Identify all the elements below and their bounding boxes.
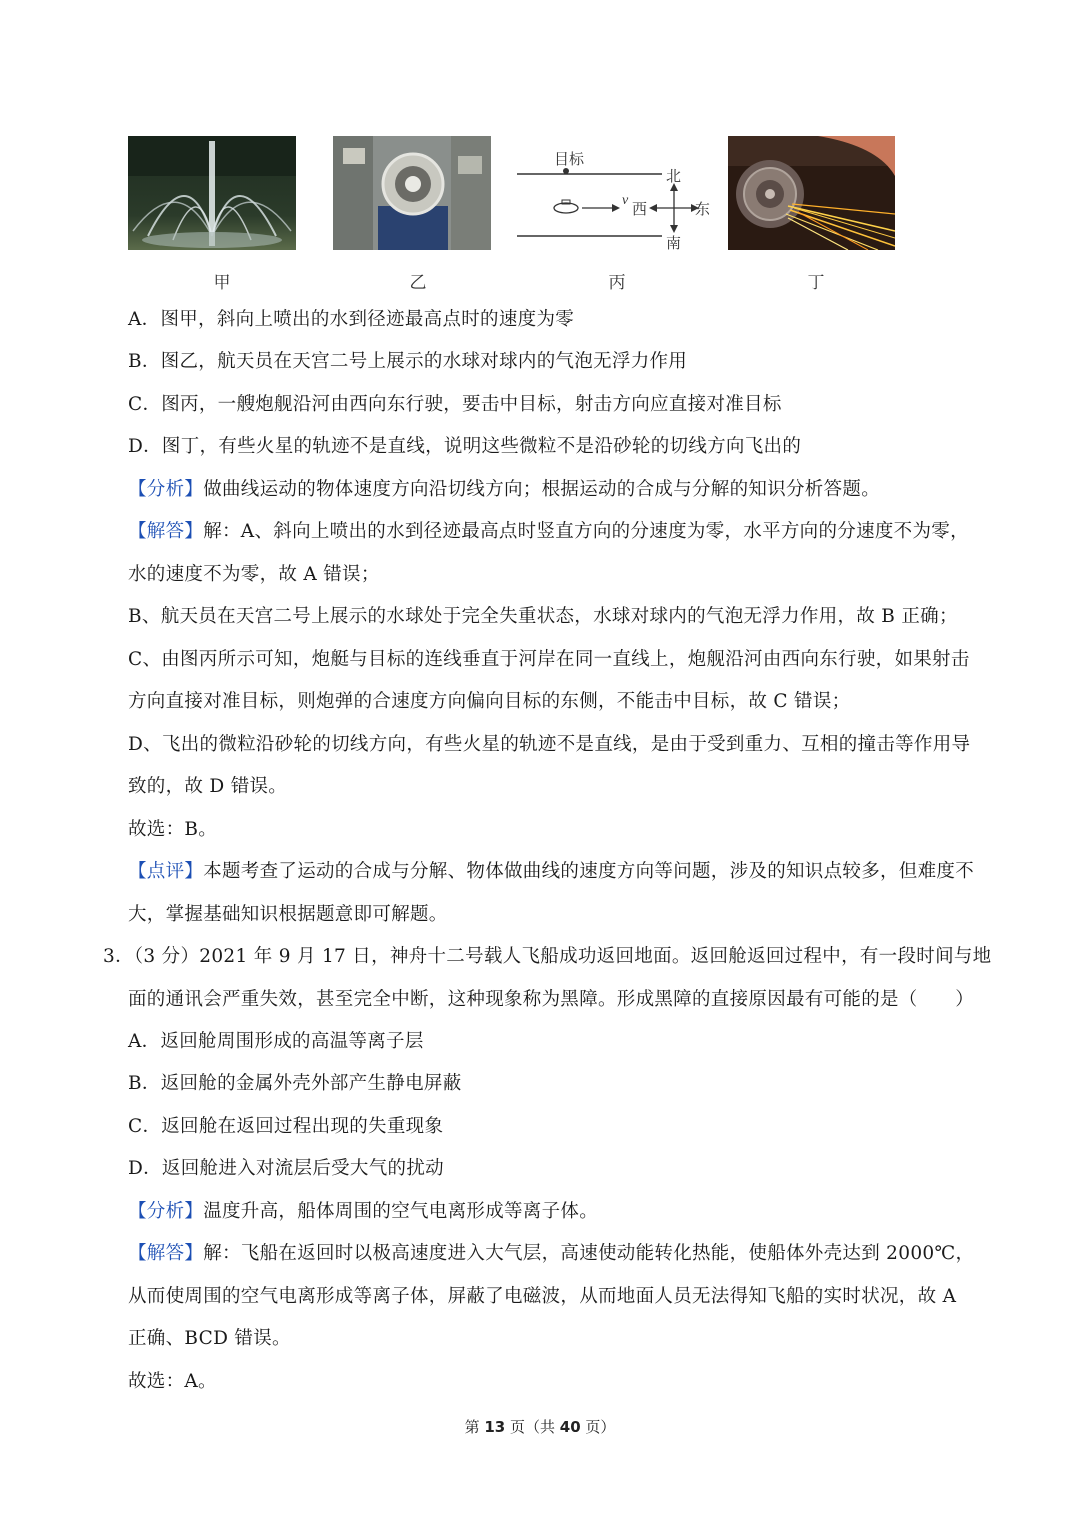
- q2-option-a: A．图甲，斜向上喷出的水到径迹最高点时的速度为零: [128, 309, 575, 330]
- footer-mid: 页（共: [505, 1418, 560, 1436]
- diagram-target-label: 目标: [554, 152, 585, 168]
- q2-comment-line-1: [128, 858, 974, 886]
- q2-answer-line-3: B、航天员在天宫二号上展示的水球处于完全失重状态，水球对球内的气泡无浮力作用，故 B 正确；: [128, 606, 958, 627]
- q3-answer-text-1: 解：飞船在返回时以极高速度进入大气层，高速使动能转化热能，使船体外壳达到 2000℃，: [203, 1243, 975, 1264]
- diagram-south-label: 南: [666, 236, 682, 250]
- q2-analysis: [128, 476, 880, 504]
- q3-stem-line-1: 3．（3 分）2021 年 9 月 17 日，神舟十二号载人飞船成功返回地面。返回舱返回过程中，有一段时间与地: [103, 946, 992, 967]
- fountain-image: [128, 136, 296, 250]
- q3-answer-line-1: [128, 1240, 974, 1268]
- q2-answer-text-1: 解：A、斜向上喷出的水到径迹最高点时竖直方向的分速度为零，水平方向的分速度不为零，: [203, 521, 969, 542]
- q2-option-c: C．图丙，一艘炮舰沿河由西向东行驶，要击中目标，射击方向应直接对准目标: [128, 394, 782, 415]
- q2-comment-tag: 【点评】: [128, 861, 204, 882]
- q2-answer-line-1: [128, 518, 969, 546]
- q2-answer-line-2: 水的速度不为零，故 A 错误；: [128, 564, 380, 585]
- astronaut-image: [333, 136, 491, 250]
- q3-answer-tag: 【解答】: [128, 1243, 204, 1264]
- q2-answer-line-6: D、飞出的微粒沿砂轮的切线方向，有些火星的轨迹不是直线，是由于受到重力、互相的撞击等作用导: [128, 734, 971, 755]
- q3-stem-line-2: 面的通讯会严重失效，甚至完全中断，这种现象称为黑障。形成黑障的直接原因最有可能的是（ ）: [128, 989, 975, 1010]
- q3-option-b: B．返回舱的金属外壳外部产生静电屏蔽: [128, 1073, 462, 1094]
- diagram-north-label: 北: [666, 169, 682, 185]
- diagram-velocity-label: v: [622, 193, 629, 208]
- q2-answer-line-4: C、由图丙所示可知，炮艇与目标的连线垂直于河岸在同一直线上，炮舰沿河由西向东行驶，如果射击: [128, 649, 970, 670]
- figure-label-yi: 乙: [409, 273, 427, 293]
- q2-option-d: D．图丁，有些火星的轨迹不是直线，说明这些微粒不是沿砂轮的切线方向飞出的: [128, 436, 802, 457]
- q2-comment-line-2: 大，掌握基础知识根据题意即可解题。: [128, 904, 448, 925]
- diagram-west-label: 西: [632, 202, 648, 218]
- figure-row: [0, 136, 1080, 296]
- q2-option-b: B．图乙，航天员在天宫二号上展示的水球对球内的气泡无浮力作用: [128, 351, 688, 372]
- q3-option-a: A．返回舱周围形成的高温等离子层: [128, 1031, 424, 1052]
- footer-pre: 第: [464, 1418, 485, 1436]
- figure-label-bing: 丙: [608, 273, 626, 293]
- q2-comment-text-1: 本题考查了运动的合成与分解、物体做曲线的速度方向等问题，涉及的知识点较多，但难度不: [203, 861, 975, 882]
- q3-analysis: [128, 1198, 598, 1226]
- figure-label-jia: 甲: [213, 273, 231, 293]
- q2-answer-tag: 【解答】: [128, 521, 204, 542]
- q3-answer-line-3: 正确、BCD 错误。: [128, 1328, 291, 1349]
- diagram-east-label: 东: [695, 202, 711, 218]
- grinding-sparks-image: [728, 136, 895, 250]
- q2-answer-line-5: 方向直接对准目标，则炮弹的合速度方向偏向目标的东侧，不能击中目标，故 C 错误；: [128, 691, 851, 712]
- q3-option-d: D．返回舱进入对流层后受大气的扰动: [128, 1158, 444, 1179]
- q2-choice: 故选：B。: [128, 819, 218, 840]
- q3-answer-line-2: 从而使周围的空气电离形成等离子体，屏蔽了电磁波，从而地面人员无法得知飞船的实时状况，故 A: [128, 1286, 957, 1307]
- footer-post: 页）: [580, 1418, 616, 1436]
- figure-label-ding: 丁: [807, 273, 825, 293]
- q3-analysis-text: 温度升高，船体周围的空气电离形成等离子体。: [203, 1201, 599, 1222]
- footer-total-pages: 40: [559, 1418, 581, 1436]
- q2-answer-line-7: 致的，故 D 错误。: [128, 776, 288, 797]
- q2-analysis-text: 做曲线运动的物体速度方向沿切线方向；根据运动的合成与分解的知识分析答题。: [203, 479, 881, 500]
- river-diagram: [512, 136, 712, 250]
- q3-analysis-tag: 【分析】: [128, 1201, 204, 1222]
- q3-option-c: C．返回舱在返回过程出现的失重现象: [128, 1116, 444, 1137]
- footer-page-number: 13: [484, 1418, 506, 1436]
- page-footer: [0, 1416, 1080, 1437]
- q2-analysis-tag: 【分析】: [128, 479, 204, 500]
- q3-choice: 故选：A。: [128, 1371, 217, 1392]
